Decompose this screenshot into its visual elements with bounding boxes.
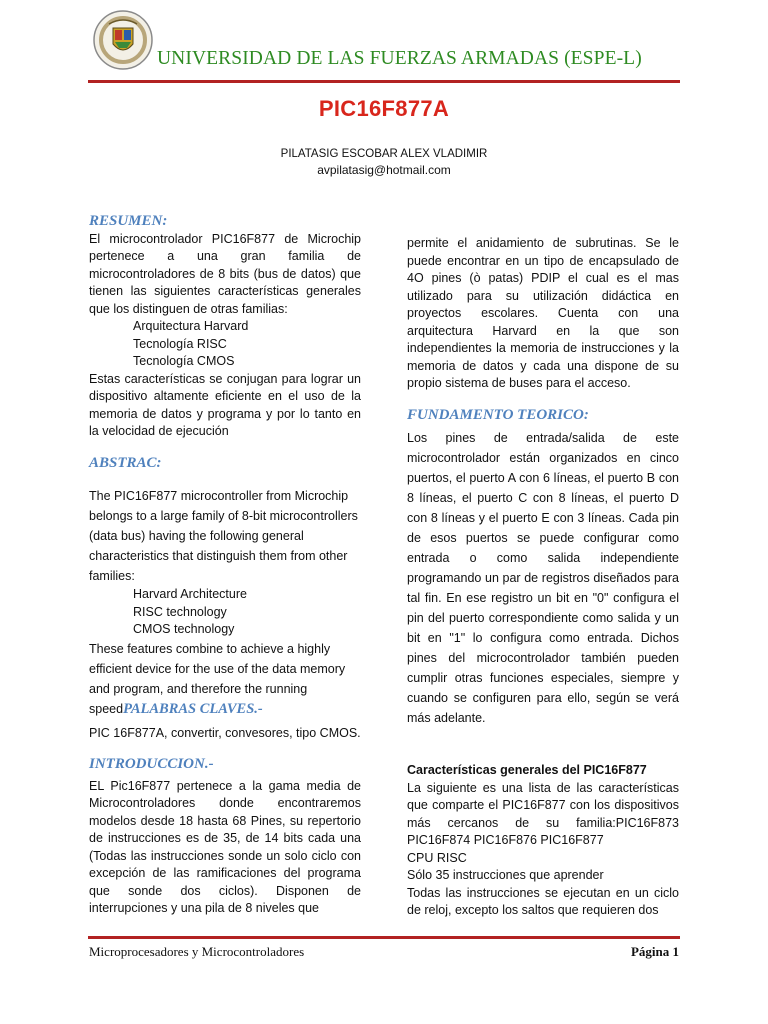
fundamento-text: Los pines de entrada/salida de este microcontrolador están organizados en cinco puertos, el puerto A con 6 líneas, el puerto B con 8 líneas, el puerto C con 8 líneas, el puerto D con 8 líneas y el puerto E con 3 líneas. Cada pin de esos puertos se puede configurar como entrada o como salida independiente programando un par de registros diseñados para tal fin. En ese registro un bit en "0" configura el pin del puerto correspondiente como salida y un bit en "1" lo configura como entrada. Dichos pines del microcontrolador también pueden cumplir otras funciones especiales, siempre y cuando se configuren para ello, según se verá más adelante. <box>407 431 679 725</box>
abstrac-heading: ABSTRAC: <box>89 454 162 471</box>
resumen-feature-list <box>89 318 361 371</box>
right-continuation: permite el anidamiento de subrutinas. Se le puede encontrar en un tipo de encapsulado de 4O pines (ò patas) PDIP el cual es el mas utilizado para su utilización didáctica en proyectos escolares. Cuenta con una arquitectura Harvard en la que son independientes la memoria de instrucciones y la memoria de datos y cada una dispone de su propio sistema de buses para el acceso. <box>407 236 679 390</box>
abstrac-intro: The PIC16F877 microcontroller from Microchip belongs to a large family of 8-bit microcontrollers (data bus) having the following general characteristics that distinguish them from other families: <box>89 489 358 583</box>
list-item: CMOS technology <box>133 622 235 636</box>
instrucciones-line: Sólo 35 instrucciones que aprender <box>407 868 604 882</box>
cpu-line: CPU RISC <box>407 850 467 865</box>
footer-course: Microprocesadores y Microcontroladores <box>89 944 305 959</box>
resumen-intro: El microcontrolador PIC16F877 de Microchip pertenece a una gran familia de microcontroladores de 8 bits (bus de datos) que tienen las siguientes características generales que los distinguen de otras familias: <box>89 231 361 316</box>
list-item: Tecnología CMOS <box>133 354 235 368</box>
list-item: Arquitectura Harvard <box>133 319 249 333</box>
introduccion-text: EL Pic16F877 pertenece a la gama media de Microcontroladores donde encontraremos modelos desde 18 hasta 68 Pines, su repertorio de instrucciones es de 35, de 14 bits cada una (Todas las instrucciones sonde un solo ciclo con excepción de las ramificaciones del programa que sonde dos ciclos). Disponen de interrupciones y una pila de 8 niveles que <box>89 778 361 915</box>
author-email: avpilatasig@hotmail.com <box>317 163 451 177</box>
introduccion-heading: INTRODUCCION.- <box>89 756 214 772</box>
list-item: Tecnología RISC <box>133 336 227 351</box>
header-rule <box>88 80 680 83</box>
palabras-heading: PALABRAS CLAVES.- <box>123 700 263 717</box>
footer-rule <box>88 936 680 939</box>
abstrac-feature-list <box>89 586 361 639</box>
list-item: Harvard Architecture <box>133 587 247 601</box>
caracteristicas-text: La siguiente es una lista de las características que comparte el PIC16F877 con los dispositivos más cercanos de su familia:PIC16F873 PIC16F874 PIC16F876 PIC16F877 <box>407 780 679 847</box>
fundamento-heading: FUNDAMENTO TEORICO: <box>407 406 589 423</box>
abstrac-body <box>89 486 361 719</box>
ciclo-line: Todas las instrucciones se ejecutan en un ciclo de reloj, excepto los saltos que requieren dos <box>407 885 679 917</box>
university-name: UNIVERSIDAD DE LAS FUERZAS ARMADAS (ESPE-L) <box>157 48 642 69</box>
left-column <box>89 213 361 918</box>
university-seal-icon <box>93 10 153 70</box>
resumen-closing: Estas características se conjugan para lograr un dispositivo altamente eficiente en el uso de la memoria de datos y programa y por lo tanto en la velocidad de ejecución <box>89 371 361 438</box>
page-number: Página 1 <box>630 944 679 959</box>
resumen-heading: RESUMEN: <box>89 213 168 229</box>
author-name: PILATASIG ESCOBAR ALEX VLADIMIR <box>280 148 488 160</box>
palabras-text: PIC 16F877A, convertir, convesores, tipo CMOS. <box>89 725 361 740</box>
caracteristicas-heading: Características generales del PIC16F877 <box>407 763 647 777</box>
right-column <box>407 235 679 920</box>
list-item: RISC technology <box>133 604 227 619</box>
page-title: PIC16F877A <box>318 96 450 121</box>
abstrac-closing: These features combine to achieve a highly efficient device for the use of the data memory and program, and therefore the running speed <box>89 641 346 716</box>
